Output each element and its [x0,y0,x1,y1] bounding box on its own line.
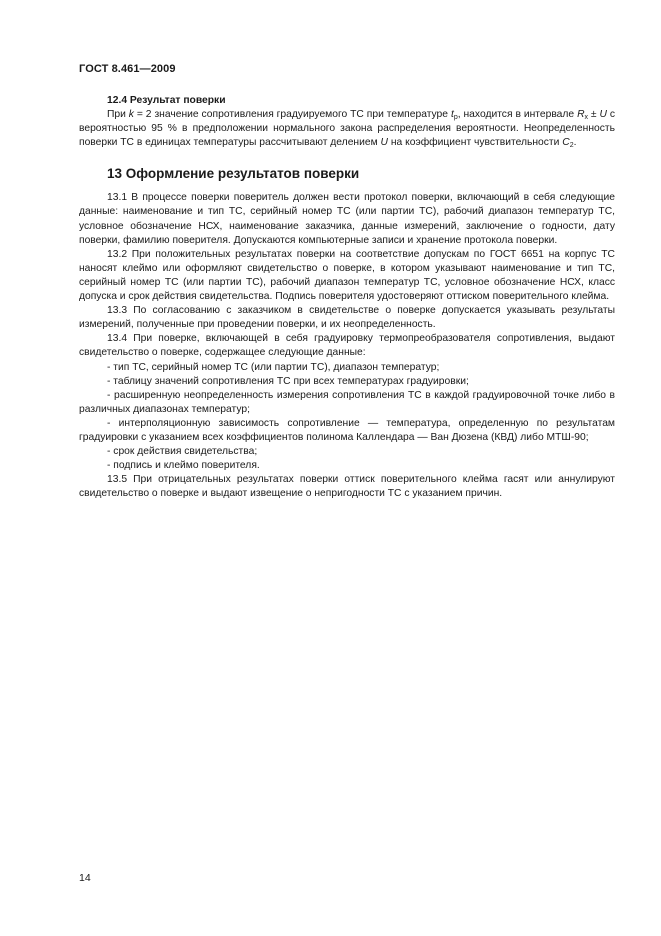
page-number: 14 [79,872,91,884]
paragraph-13-1: 13.1 В процессе поверки поверитель должен вести протокол поверки, включающий в себя следующие данные: наименование и тип ТС, серийный номер ТС (или партии ТС), рабочий диапазон температур ТС, условное обозначение НСХ, наименование заказчика, данные измерений, заключение о годности, дату поверки, фамилию поверителя. Допускаются компьютерные записи и хранение протокола поверки. [79,192,615,246]
paragraph-13-4: 13.4 При поверке, включающей в себя градуировку термопреобразователя сопротивления, выдают свидетельство о поверке, содержащее следующие данные: [79,333,615,359]
list-item: - тип ТС, серийный номер ТС (или партии ТС), диапазон температур; [107,361,440,373]
document-code: ГОСТ 8.461—2009 [79,63,176,75]
list-item: - интерполяционную зависимость сопротивление — температура, определенную по результатам градуировки с указанием всех коэффициентов полинома Каллендара — Ван Дюзена (КВД) либо МТШ-90; [79,417,615,443]
paragraph-12-4: При k = 2 значение сопротивления градуируемого ТС при температуре $t_р$, находится в интервале $R_x \pm U$ с вероятностью 95 % в предположении нормального закона распределения вероятности. Неопределенность поверки ТС в единицах температуры рассчитывают делением U на коэффициент чувствительности $C_2$. [79,109,615,150]
list-item: - таблицу значений сопротивления ТС при всех температурах градуировки; [107,375,469,387]
paragraph-13-5: 13.5 При отрицательных результатах поверки оттиск поверительного клейма гасят или аннулируют свидетельство о поверке и выдают извещение о непригодности ТС с указанием причин. [79,474,615,500]
paragraph-13-3: 13.3 По согласованию с заказчиком в свидетельстве о поверке допускается указывать результаты измерений, полученные при проведении поверки, и их неопределенность. [79,305,615,331]
paragraph-13-2: 13.2 При положительных результатах поверки на соответствие допускам по ГОСТ 6651 на корпус ТС наносят клеймо или оформляют свидетельство о поверке, в котором указывают наименование и тип ТС, серийный номер ТС (или партии ТС), рабочий диапазон температур ТС, условное обозначение НСХ, класс допуска и срок действия свидетельства. Подпись поверителя удостоверяют оттиском поверительного клейма. [79,248,615,303]
list-item: - расширенную неопределенность измерения сопротивления ТС в каждой градуировочной точке либо в различных диапазонах температур; [79,389,615,415]
subsection-12-4-title: 12.4 Результат поверки [107,95,226,106]
section-13-title: 13 Оформление результатов поверки [107,166,360,182]
page-content [79,94,615,501]
list-item: - подпись и клеймо поверителя. [107,460,260,472]
list-item: - срок действия свидетельства; [107,446,258,458]
